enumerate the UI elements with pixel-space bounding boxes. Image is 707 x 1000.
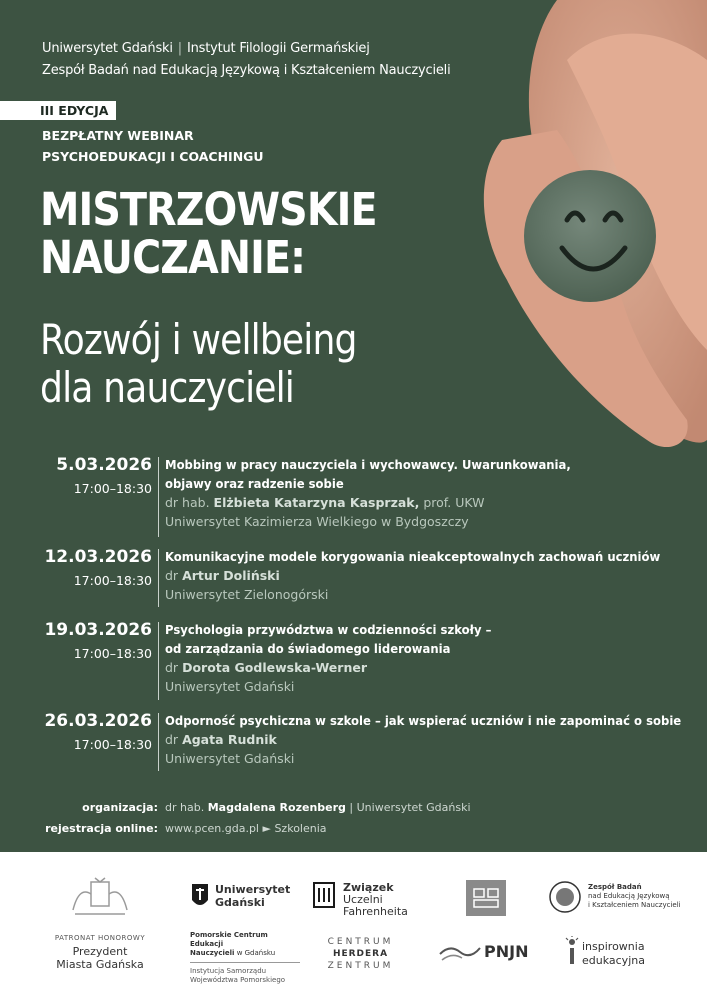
header-affiliation: Uniwersytet Gdański | Instytut Filologii Germańskiej Zespół Badań nad Edukacją Językową i Kształceniem Nauczycieli (42, 38, 451, 82)
organization-value: dr hab. Magdalena Rozenberg | Uniwersytet Gdański (165, 801, 471, 814)
session-time: 17:00–18:30 (73, 573, 152, 588)
session-date: 12.03.2026 (44, 547, 152, 567)
session-time: 17:00–18:30 (73, 737, 152, 752)
gdansk-coat-of-arms-icon (65, 876, 135, 920)
webinar-subtitle (42, 125, 264, 167)
herder-logo: CENTRUM HERDERA ZENTRUM (327, 937, 394, 971)
session-topic: Komunikacyjne modele korygowania nieakceptowalnych zachowań uczniów (165, 549, 661, 564)
session-speaker: dr Artur Doliński (165, 568, 280, 583)
session-topic: Psychologia przywództwa w codzienności szkoły – od zarządzania do świadomego liderowania (165, 622, 492, 656)
session-speaker: dr Dorota Godlewska-Werner (165, 660, 367, 675)
session-topic: Odporność psychiczna w szkole – jak wspierać uczniów i nie zapominać o sobie (165, 713, 682, 728)
main-title (40, 183, 377, 284)
pcen-logo: Pomorskie Centrum Edukacji Nauczycieli w Gdańsku Instytucja Samorządu Województwa Pomorskiego (190, 931, 300, 985)
lightbulb-icon (564, 936, 580, 966)
session-date: 26.03.2026 (44, 711, 152, 731)
header-team: Zespół Badań nad Edukacją Językową i Kształceniem Nauczycieli (42, 63, 451, 78)
main-title-line-1: MISTRZOWSKIE (40, 183, 377, 236)
sub-title-line-2: dla nauczycieli (40, 363, 294, 412)
header-university: Uniwersytet Gdański (42, 41, 173, 56)
wave-icon (438, 940, 482, 964)
ug-name-1: Uniwersytet (215, 883, 291, 896)
edition-badge: III EDYCJA (0, 101, 116, 120)
session-university: Uniwersytet Kazimierza Wielkiego w Bydgoszczy (165, 514, 469, 529)
ug-name-2: Gdański (215, 896, 265, 909)
organization-label: organizacja: (82, 801, 158, 814)
session-date: 19.03.2026 (44, 620, 152, 640)
smiley-icon (524, 170, 656, 302)
patron-label: PATRONAT HONOROWY (54, 934, 146, 942)
registration-url-link[interactable]: www.pcen.gda.pl (165, 822, 259, 835)
zespol-round-emblem-icon (548, 880, 582, 914)
session-topic: Mobbing w pracy nauczyciela i wychowawcy. Uwarunkowania, objawy oraz radzenie sobie (165, 457, 571, 491)
registration-label: rejestracja online: (45, 822, 158, 835)
session-time: 17:00–18:30 (73, 646, 152, 661)
session-speaker: dr hab. Elżbieta Katarzyna Kasprzak, prof. UKW (165, 495, 485, 510)
sub-title-line-1: Rozwój i wellbeing (40, 315, 357, 364)
session-divider (158, 713, 159, 771)
footer-logos: PATRONAT HONOROWY Prezydent Miasta Gdańska Uniwersytet Gdański Pomorskie Centrum Edukacji Nauczycieli w Gdańsku Instytucja Samorządu Województwa Pomorskiego Związek Uczelni Fahrenheita CENTRUM HERDERA ZENTRUM PNJN Zespół Badań nad Edukacją Językową i Kształceniem Nauczycieli inspirownia edukacyjna (0, 852, 707, 1000)
header-institute: Instytut Filologii Germańskiej (186, 41, 370, 56)
grid-emblem-icon (466, 880, 506, 916)
webinar-line-1: BEZPŁATNY WEBINAR (42, 128, 194, 143)
hands-holding-smiley-image (407, 0, 707, 460)
patron-logo (40, 876, 160, 971)
registration-value[interactable]: www.pcen.gda.pl ► Szkolenia (165, 822, 327, 835)
institute-square-logo (466, 880, 506, 916)
sub-title (40, 316, 357, 412)
main-title-line-2: NAUCZANIE: (40, 231, 306, 284)
session-divider (158, 549, 159, 607)
webinar-line-2: PSYCHOEDUKACJI I COACHINGU (42, 149, 264, 164)
session-divider (158, 457, 159, 537)
patron-city: Miasta Gdańska (56, 958, 144, 971)
session-university: Uniwersytet Zielonogórski (165, 587, 329, 602)
session-speaker: dr Agata Rudnik (165, 732, 277, 747)
session-time: 17:00–18:30 (73, 481, 152, 496)
patron-title: Prezydent (72, 945, 128, 958)
session-university: Uniwersytet Gdański (165, 679, 295, 694)
session-date: 5.03.2026 (56, 455, 152, 475)
session-divider (158, 622, 159, 700)
zuf-emblem-icon (313, 882, 335, 910)
ug-shield-icon (190, 882, 210, 910)
session-university: Uniwersytet Gdański (165, 751, 295, 766)
